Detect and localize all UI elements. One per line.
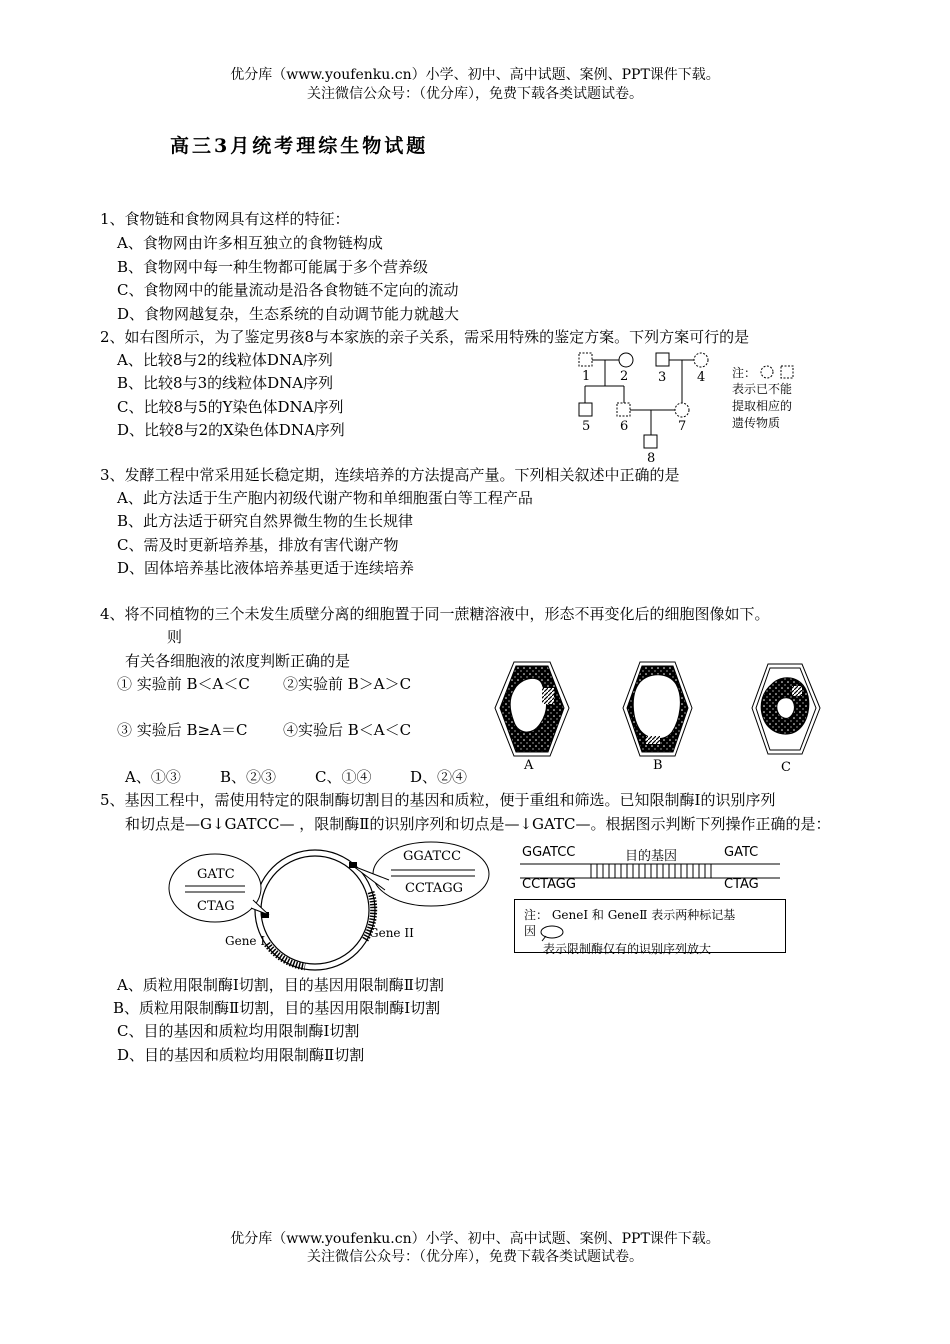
pedigree-individual-5 <box>579 403 592 416</box>
q5-option-b: B、质粒用限制酶Ⅱ切割，目的基因用限制酶Ⅰ切割 <box>113 999 441 1017</box>
header-line-1: 优分库（www.youfenku.cn）小学、初中、高中试题、案例、PPT课件下载。 <box>230 67 720 83</box>
q3-stem: 3、发酵工程中常采用延长稳定期，连续培养的方法提高产量。下列相关叙述中正确的是 <box>100 466 680 484</box>
q2-option-b: B、比较8与3的线粒体DNA序列 <box>117 374 334 392</box>
header-line-2: 关注微信公众号：（优分库），免费下载各类试题试卷。 <box>307 86 643 102</box>
bubble2-top-seq: GGATCC <box>403 849 462 864</box>
pedigree-individual-3 <box>656 353 669 366</box>
q4-stem-cont: 则 <box>167 628 183 646</box>
pedigree-note-line-2: 提取相应的 <box>732 399 793 413</box>
bubble1-top-seq: GATC <box>197 867 235 882</box>
pedigree-individual-8 <box>644 435 657 448</box>
q1-stem: 1、食物链和食物网具有这样的特征： <box>100 210 350 228</box>
target-left-bottom-seq: CCTAGG <box>522 877 576 892</box>
q1-option-b: B、食物网中每一种生物都可能属于多个营养级 <box>117 258 429 276</box>
gene-1-label: Gene I <box>225 934 266 948</box>
pedigree-individual-4 <box>694 353 708 367</box>
cell-a-diagram <box>492 660 572 760</box>
q4-choice-d: D、②④ <box>410 768 468 786</box>
q5-note-line-3: 表示限制酶仅有的识别序列放大 <box>543 942 712 956</box>
q5-option-c: C、目的基因和质粒均用限制酶Ⅰ切割 <box>117 1022 360 1040</box>
q3-option-d: D、固体培养基比液体培养基更适于连续培养 <box>117 559 415 577</box>
q4-stem: 4、将不同植物的三个未发生质壁分离的细胞置于同一蔗糖溶液中，形态不再变化后的细胞图像如下。 <box>100 605 770 623</box>
pedigree-label-1: 1 <box>582 369 591 384</box>
pedigree-label-5: 5 <box>582 419 591 434</box>
q1-option-c: C、食物网中的能量流动是沿各食物链不定向的流动 <box>117 281 459 299</box>
q3-option-c: C、需及时更新培养基，排放有害代谢产物 <box>117 536 399 554</box>
q2-stem: 2、如右图所示，为了鉴定男孩8与本家族的亲子关系，需采用特殊的鉴定方案。下列方案可行的是 <box>100 328 750 346</box>
footer-line-2: 关注微信公众号：（优分库），免费下载各类试题试卷。 <box>307 1249 643 1265</box>
q4-line-2: 有关各细胞液的浓度判断正确的是 <box>125 652 351 670</box>
q4-item-1: ① 实验前 B＜A＜C <box>117 675 250 693</box>
q2-option-a: A、比较8与2的线粒体DNA序列 <box>117 351 333 369</box>
page-title: 高三3月统考理综生物试题 <box>170 135 429 157</box>
pedigree-label-7: 7 <box>678 419 687 434</box>
cell-c-label: C <box>781 760 791 775</box>
q2-option-c: C、比较8与5的Y染色体DNA序列 <box>117 398 344 416</box>
q5-line-2: 和切点是—G↓GATCC— ，限制酶Ⅱ的识别序列和切点是—↓GATC—。根据图示判断下列操作正确的是： <box>125 815 831 833</box>
pedigree-label-2: 2 <box>620 369 629 384</box>
q5-note-line-1: 注： GeneⅠ 和 GeneⅡ 表示两种标记基 <box>524 908 736 922</box>
pedigree-label-4: 4 <box>697 370 706 385</box>
pedigree-label-3: 3 <box>658 370 667 385</box>
q4-choice-a: A、①③ <box>125 768 181 786</box>
cell-b-label: B <box>653 758 663 773</box>
target-right-top-seq: GATC <box>724 845 759 860</box>
pedigree-individual-6 <box>617 403 630 416</box>
pedigree-individual-7 <box>675 403 689 417</box>
q5-stem: 5、基因工程中，需使用特定的限制酶切割目的基因和质粒，便于重组和筛选。已知限制酶Ⅰ的识别序列 <box>100 791 776 809</box>
pedigree-individual-1 <box>579 353 592 366</box>
pedigree-label-6: 6 <box>620 419 629 434</box>
gene-2-label: Gene II <box>369 926 414 940</box>
q1-option-d: D、食物网越复杂，生态系统的自动调节能力就越大 <box>117 305 460 323</box>
q5-option-d: D、目的基因和质粒均用限制酶Ⅱ切割 <box>117 1046 365 1064</box>
target-left-top-seq: GGATCC <box>522 845 576 860</box>
pedigree-note-line-1: 表示已不能 <box>732 382 793 396</box>
plasmid-diagram <box>165 840 505 970</box>
q3-option-b: B、此方法适于研究自然界微生物的生长规律 <box>117 512 414 530</box>
cell-c-diagram <box>750 662 822 758</box>
q5-note-line-2: 因 <box>524 924 537 938</box>
q4-choice-b: B、②③ <box>220 768 277 786</box>
pedigree-individual-2 <box>619 353 633 367</box>
pedigree-diagram <box>570 350 730 466</box>
pedigree-note-symbols <box>760 364 800 380</box>
q4-choice-c: C、①④ <box>315 768 372 786</box>
cell-a-label: A <box>524 758 534 773</box>
q1-option-a: A、食物网由许多相互独立的食物链构成 <box>117 234 383 252</box>
target-right-bottom-seq: CTAG <box>724 877 759 892</box>
footer-line-1: 优分库（www.youfenku.cn）小学、初中、高中试题、案例、PPT课件下载。 <box>230 1231 720 1247</box>
q4-item-4: ④实验后 B＜A＜C <box>283 721 412 739</box>
cell-b-diagram <box>620 660 695 760</box>
q5-option-a: A、质粒用限制酶Ⅰ切割，目的基因用限制酶Ⅱ切割 <box>117 976 444 994</box>
pedigree-label-8: 8 <box>647 451 656 466</box>
q4-item-2: ②实验前 B＞A＞C <box>283 675 412 693</box>
q4-item-3: ③ 实验后 B≥A＝C <box>117 721 248 739</box>
bubble1-bottom-seq: CTAG <box>197 899 235 914</box>
bubble2-bottom-seq: CCTAGG <box>405 881 464 896</box>
q2-option-d: D、比较8与2的X染色体DNA序列 <box>117 421 345 439</box>
q3-option-a: A、此方法适于生产胞内初级代谢产物和单细胞蛋白等工程产品 <box>117 489 533 507</box>
pedigree-note-prefix: 注： <box>732 366 757 380</box>
target-gene-label: 目的基因 <box>625 849 678 864</box>
pedigree-note-line-3: 遗传物质 <box>732 416 781 430</box>
